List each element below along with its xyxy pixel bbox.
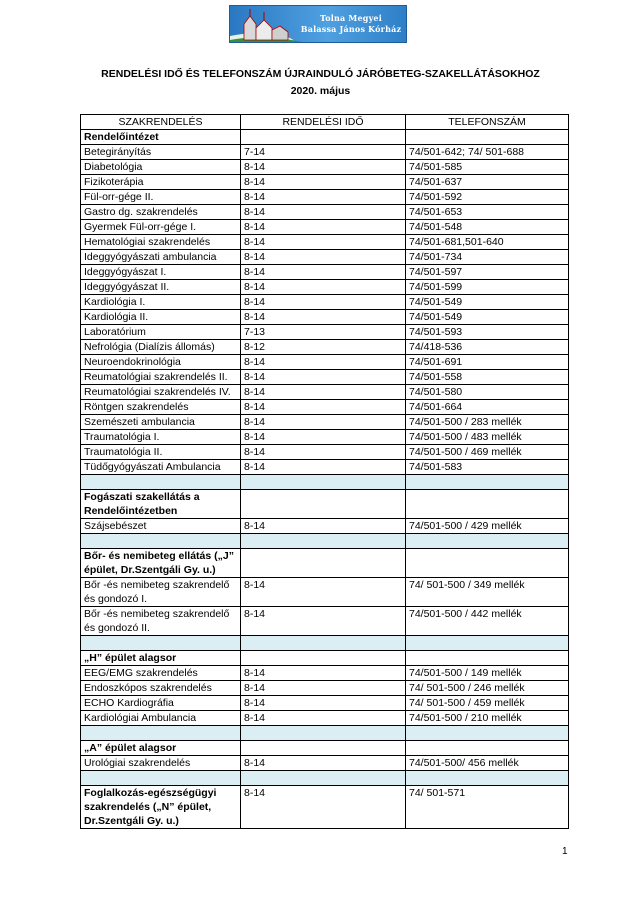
separator-cell (81, 475, 241, 490)
table-row (81, 430, 569, 445)
table-row (81, 400, 569, 415)
specialty-cell: Fizikoterápia (81, 175, 241, 190)
table-row (81, 340, 569, 355)
section-title: „H” épület alagsor (81, 651, 241, 666)
section-header-row (81, 130, 569, 145)
specialty-cell: Nefrológia (Dialízis állomás) (81, 340, 241, 355)
empty-cell (406, 490, 569, 519)
phone-cell: 74/501-500 / 210 mellék (406, 711, 569, 726)
phone-cell: 74/501-500 / 283 mellék (406, 415, 569, 430)
phone-cell: 74/501-593 (406, 325, 569, 340)
hours-cell: 8-14 (241, 711, 406, 726)
phone-cell: 74/501-500 / 483 mellék (406, 430, 569, 445)
table-row (81, 786, 569, 829)
separator-cell (81, 726, 241, 741)
specialty-cell: Traumatológia I. (81, 430, 241, 445)
hours-cell: 8-14 (241, 295, 406, 310)
specialty-cell: Gastro dg. szakrendelés (81, 205, 241, 220)
hours-cell: 8-14 (241, 250, 406, 265)
logo-line-1: Tolna Megyei (320, 13, 382, 23)
hours-cell: 8-14 (241, 235, 406, 250)
specialty-cell: Urológiai szakrendelés (81, 756, 241, 771)
hours-cell: 8-14 (241, 355, 406, 370)
hours-cell: 8-14 (241, 385, 406, 400)
header-hours: RENDELÉSI IDŐ (241, 115, 406, 130)
hours-cell: 8-14 (241, 445, 406, 460)
specialty-cell: Reumatológiai szakrendelés II. (81, 370, 241, 385)
hours-cell: 8-14 (241, 190, 406, 205)
phone-cell: 74/501-580 (406, 385, 569, 400)
hours-cell: 8-14 (241, 756, 406, 771)
separator-cell (406, 534, 569, 549)
table-row (81, 355, 569, 370)
hours-cell: 8-14 (241, 666, 406, 681)
separator-cell (406, 726, 569, 741)
specialty-cell: Szemészeti ambulancia (81, 415, 241, 430)
table-row (81, 175, 569, 190)
logo-line-2: Balassa János Kórház (300, 24, 402, 34)
table-row (81, 190, 569, 205)
specialty-cell: Neuroendokrinológia (81, 355, 241, 370)
section-title: Rendelőintézet (81, 130, 241, 145)
separator-cell (241, 771, 406, 786)
table-row (81, 370, 569, 385)
separator-cell (406, 636, 569, 651)
hours-cell: 8-12 (241, 340, 406, 355)
hours-cell: 8-14 (241, 681, 406, 696)
phone-cell: 74/501-500/ 456 mellék (406, 756, 569, 771)
section-separator-row (81, 726, 569, 741)
phone-cell: 74/418-536 (406, 340, 569, 355)
table-row (81, 445, 569, 460)
table-row (81, 295, 569, 310)
table-row (81, 220, 569, 235)
schedule-table (80, 114, 569, 829)
phone-cell: 74/501-548 (406, 220, 569, 235)
empty-cell (241, 549, 406, 578)
table-row (81, 205, 569, 220)
section-title: Fogászati szakellátás a Rendelőintézetben (81, 490, 241, 519)
hours-cell: 8-14 (241, 696, 406, 711)
phone-cell: 74/501-500 / 469 mellék (406, 445, 569, 460)
section-separator-row (81, 475, 569, 490)
table-row (81, 145, 569, 160)
hours-cell: 8-14 (241, 460, 406, 475)
section-header-row (81, 741, 569, 756)
table-row (81, 280, 569, 295)
separator-cell (406, 475, 569, 490)
phone-cell: 74/501-637 (406, 175, 569, 190)
hours-cell: 8-14 (241, 786, 406, 829)
table-header-row (81, 115, 569, 130)
specialty-cell: Tüdőgyógyászati Ambulancia (81, 460, 241, 475)
phone-cell: 74/501-664 (406, 400, 569, 415)
specialty-cell: Kardiológia II. (81, 310, 241, 325)
empty-cell (241, 741, 406, 756)
hours-cell: 7-13 (241, 325, 406, 340)
specialty-cell: Laboratórium (81, 325, 241, 340)
phone-cell: 74/501-549 (406, 310, 569, 325)
table-row (81, 578, 569, 607)
phone-cell: 74/501-585 (406, 160, 569, 175)
hours-cell: 8-14 (241, 400, 406, 415)
hours-cell: 8-14 (241, 578, 406, 607)
table-row (81, 325, 569, 340)
hours-cell: 8-14 (241, 205, 406, 220)
specialty-cell: EEG/EMG szakrendelés (81, 666, 241, 681)
table-row (81, 666, 569, 681)
hours-cell: 8-14 (241, 265, 406, 280)
specialty-cell: Foglalkozás-egészségügyi szakrendelés („N” épület, Dr.Szentgáli Gy. u.) (81, 786, 241, 829)
table-row (81, 415, 569, 430)
specialty-cell: Gyermek Fül-orr-gége I. (81, 220, 241, 235)
hours-cell: 8-14 (241, 160, 406, 175)
section-separator-row (81, 771, 569, 786)
phone-cell: 74/501-592 (406, 190, 569, 205)
section-header-row (81, 549, 569, 578)
empty-cell (241, 490, 406, 519)
document-title: RENDELÉSI IDŐ ÉS TELEFONSZÁM ÚJRAINDULÓ JÁRÓBETEG-SZAKELLÁTÁSOKHOZ (101, 68, 540, 80)
hours-cell: 8-14 (241, 220, 406, 235)
hours-cell: 7-14 (241, 145, 406, 160)
specialty-cell: Bőr -és nemibeteg szakrendelő és gondozó I. (81, 578, 241, 607)
schedule-table-body (81, 115, 569, 829)
phone-cell: 74/501-500 / 149 mellék (406, 666, 569, 681)
phone-cell: 74/501-500 / 442 mellék (406, 607, 569, 636)
phone-cell: 74/501-681,501-640 (406, 235, 569, 250)
hours-cell: 8-14 (241, 175, 406, 190)
separator-cell (241, 534, 406, 549)
phone-cell: 74/501-500 / 429 mellék (406, 519, 569, 534)
phone-cell: 74/501-653 (406, 205, 569, 220)
specialty-cell: Hematológiai szakrendelés (81, 235, 241, 250)
separator-cell (81, 771, 241, 786)
section-title: Bőr- és nemibeteg ellátás („J” épület, Dr.Szentgáli Gy. u.) (81, 549, 241, 578)
phone-cell: 74/ 501-500 / 459 mellék (406, 696, 569, 711)
phone-cell: 74/501-549 (406, 295, 569, 310)
phone-cell: 74/501-599 (406, 280, 569, 295)
empty-cell (241, 130, 406, 145)
separator-cell (241, 475, 406, 490)
specialty-cell: Kardiológia I. (81, 295, 241, 310)
table-row (81, 160, 569, 175)
header-specialty: SZAKRENDELÉS (81, 115, 241, 130)
separator-cell (81, 534, 241, 549)
table-row (81, 607, 569, 636)
specialty-cell: Reumatológiai szakrendelés IV. (81, 385, 241, 400)
hospital-logo (229, 5, 407, 43)
phone-cell: 74/501-597 (406, 265, 569, 280)
specialty-cell: ECHO Kardiográfia (81, 696, 241, 711)
empty-cell (241, 651, 406, 666)
specialty-cell: Betegirányítás (81, 145, 241, 160)
empty-cell (406, 741, 569, 756)
specialty-cell: Ideggyógyászat II. (81, 280, 241, 295)
phone-cell: 74/501-583 (406, 460, 569, 475)
phone-cell: 74/501-558 (406, 370, 569, 385)
separator-cell (241, 636, 406, 651)
document-subtitle: 2020. május (290, 85, 351, 97)
specialty-cell: Ideggyógyászati ambulancia (81, 250, 241, 265)
hours-cell: 8-14 (241, 310, 406, 325)
specialty-cell: Kardiológiai Ambulancia (81, 711, 241, 726)
specialty-cell: Endoszkópos szakrendelés (81, 681, 241, 696)
table-row (81, 250, 569, 265)
specialty-cell: Diabetológia (81, 160, 241, 175)
section-title: „A” épület alagsor (81, 741, 241, 756)
empty-cell (406, 130, 569, 145)
hours-cell: 8-14 (241, 370, 406, 385)
hours-cell: 8-14 (241, 430, 406, 445)
phone-cell: 74/501-734 (406, 250, 569, 265)
table-row (81, 265, 569, 280)
specialty-cell: Röntgen szakrendelés (81, 400, 241, 415)
specialty-cell: Fül-orr-gége II. (81, 190, 241, 205)
header-phone: TELEFONSZÁM (406, 115, 569, 130)
table-row (81, 711, 569, 726)
hours-cell: 8-14 (241, 519, 406, 534)
page-number: 1 (562, 846, 568, 857)
table-row (81, 681, 569, 696)
table-row (81, 385, 569, 400)
specialty-cell: Bőr -és nemibeteg szakrendelő és gondozó II. (81, 607, 241, 636)
table-row (81, 519, 569, 534)
table-row (81, 235, 569, 250)
specialty-cell: Szájsebészet (81, 519, 241, 534)
table-row (81, 756, 569, 771)
empty-cell (406, 549, 569, 578)
table-row (81, 460, 569, 475)
separator-cell (241, 726, 406, 741)
section-separator-row (81, 534, 569, 549)
specialty-cell: Ideggyógyászat I. (81, 265, 241, 280)
section-separator-row (81, 636, 569, 651)
phone-cell: 74/ 501-500 / 246 mellék (406, 681, 569, 696)
table-row (81, 696, 569, 711)
empty-cell (406, 651, 569, 666)
separator-cell (406, 771, 569, 786)
separator-cell (81, 636, 241, 651)
hours-cell: 8-14 (241, 280, 406, 295)
section-header-row (81, 490, 569, 519)
hours-cell: 8-14 (241, 415, 406, 430)
table-row (81, 310, 569, 325)
phone-cell: 74/ 501-571 (406, 786, 569, 829)
section-header-row (81, 651, 569, 666)
phone-cell: 74/501-642; 74/ 501-688 (406, 145, 569, 160)
phone-cell: 74/ 501-500 / 349 mellék (406, 578, 569, 607)
phone-cell: 74/501-691 (406, 355, 569, 370)
specialty-cell: Traumatológia II. (81, 445, 241, 460)
hours-cell: 8-14 (241, 607, 406, 636)
